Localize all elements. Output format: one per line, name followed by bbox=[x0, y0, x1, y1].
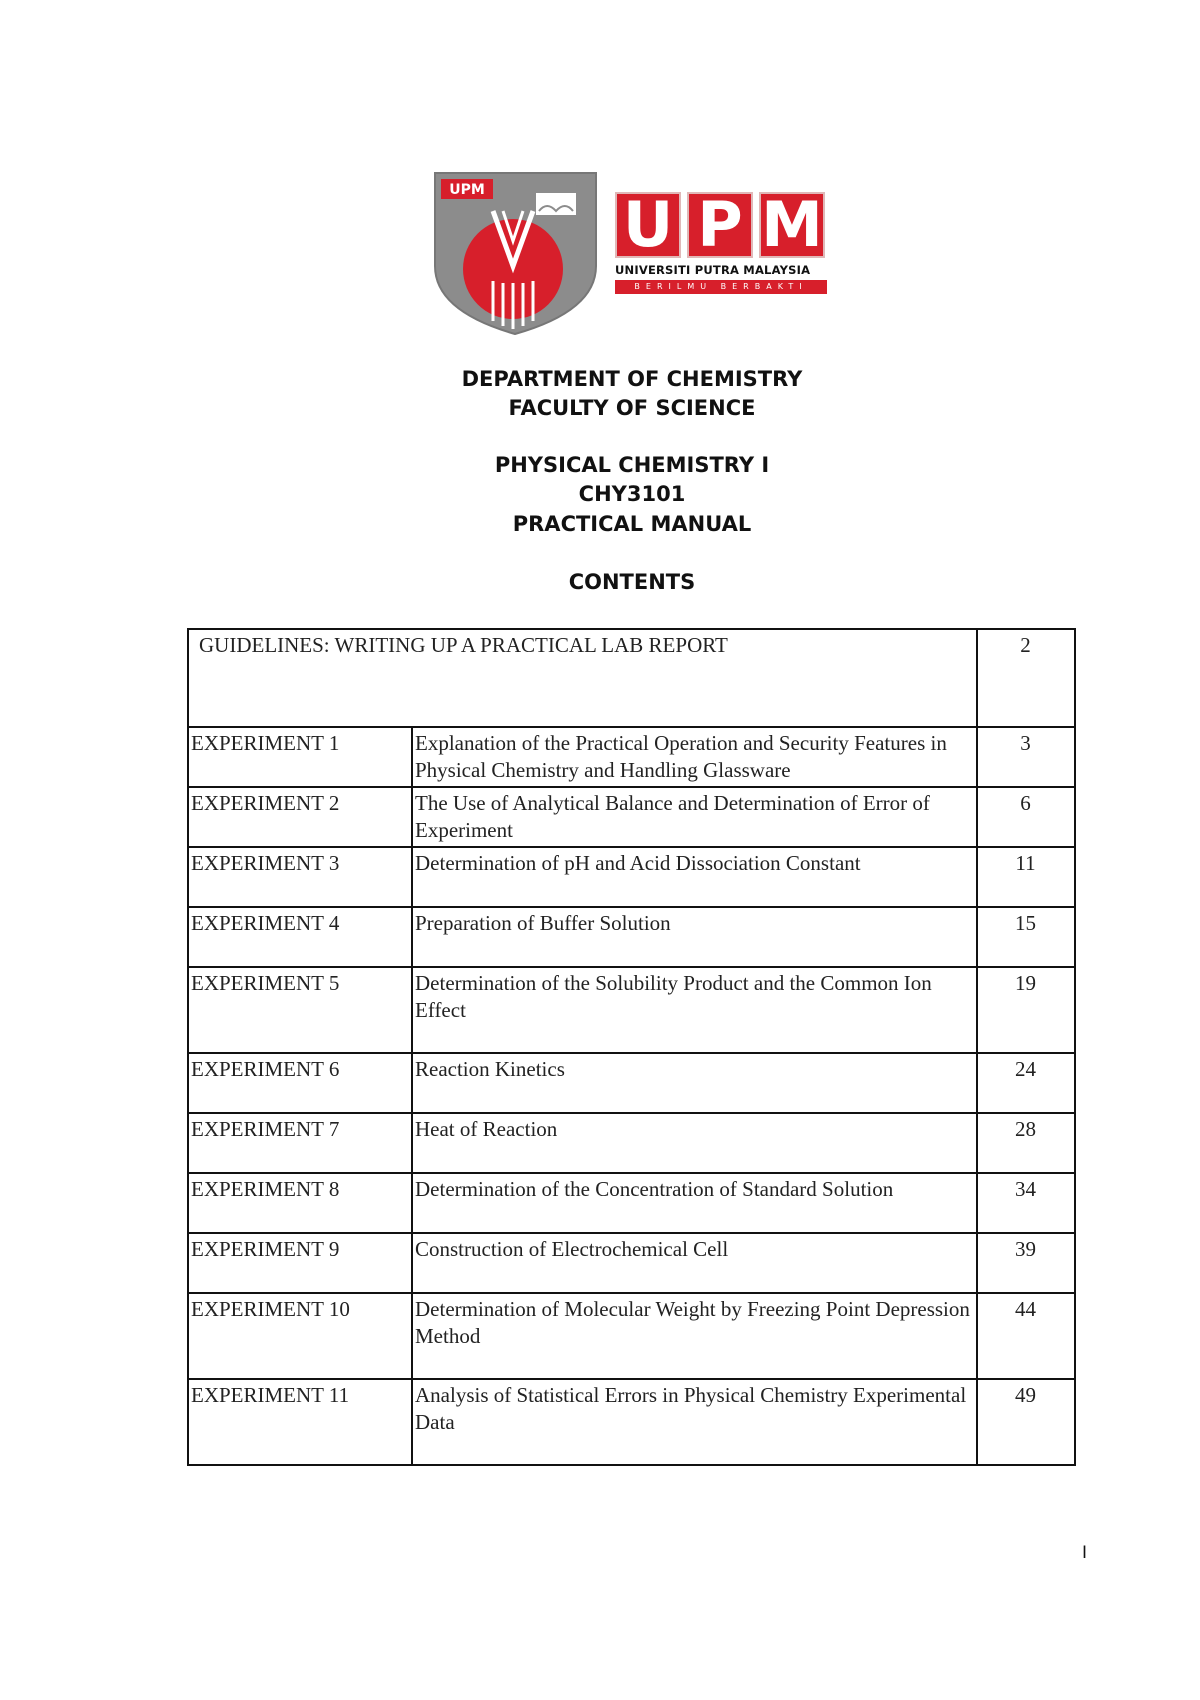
wordmark-university: UNIVERSITI PUTRA MALAYSIA bbox=[615, 263, 811, 277]
department-heading: DEPARTMENT OF CHEMISTRY bbox=[461, 367, 803, 391]
experiment-page: 24 bbox=[977, 1053, 1075, 1113]
experiment-label: EXPERIMENT 6 bbox=[188, 1053, 412, 1113]
experiment-page: 3 bbox=[977, 727, 1075, 787]
wordmark-letter: P bbox=[687, 192, 753, 258]
table-row bbox=[188, 847, 1075, 907]
contents-table bbox=[187, 628, 1076, 1466]
experiment-label: EXPERIMENT 5 bbox=[188, 967, 412, 1053]
experiment-title: Preparation of Buffer Solution bbox=[412, 907, 977, 967]
table-row bbox=[188, 1173, 1075, 1233]
table-row bbox=[188, 1113, 1075, 1173]
faculty-heading: FACULTY OF SCIENCE bbox=[508, 396, 756, 420]
table-row bbox=[188, 967, 1075, 1053]
course-title: PHYSICAL CHEMISTRY I bbox=[494, 453, 770, 477]
guidelines-title: GUIDELINES: WRITING UP A PRACTICAL LAB REPORT bbox=[188, 629, 977, 727]
guidelines-page: 2 bbox=[977, 629, 1075, 727]
experiment-title: Determination of the Solubility Product and the Common Ion Effect bbox=[412, 967, 977, 1053]
experiment-title: Heat of Reaction bbox=[412, 1113, 977, 1173]
experiment-title: Reaction Kinetics bbox=[412, 1053, 977, 1113]
experiment-page: 28 bbox=[977, 1113, 1075, 1173]
table-row bbox=[188, 787, 1075, 847]
experiment-label: EXPERIMENT 7 bbox=[188, 1113, 412, 1173]
experiment-page: 49 bbox=[977, 1379, 1075, 1465]
wordmark-motto: BERILMU BERBAKTI bbox=[615, 280, 827, 294]
experiment-page: 44 bbox=[977, 1293, 1075, 1379]
experiment-label: EXPERIMENT 2 bbox=[188, 787, 412, 847]
experiment-page: 34 bbox=[977, 1173, 1075, 1233]
experiment-title: Determination of pH and Acid Dissociation Constant bbox=[412, 847, 977, 907]
experiment-page: 39 bbox=[977, 1233, 1075, 1293]
experiment-label: EXPERIMENT 1 bbox=[188, 727, 412, 787]
contents-heading: CONTENTS bbox=[568, 570, 696, 594]
experiment-page: 11 bbox=[977, 847, 1075, 907]
table-row bbox=[188, 1233, 1075, 1293]
experiment-title: Construction of Electrochemical Cell bbox=[412, 1233, 977, 1293]
experiment-page: 15 bbox=[977, 907, 1075, 967]
upm-wordmark-logo bbox=[615, 188, 830, 300]
table-row bbox=[188, 1053, 1075, 1113]
experiment-label: EXPERIMENT 4 bbox=[188, 907, 412, 967]
page-number: I bbox=[1082, 1543, 1088, 1563]
table-row bbox=[188, 727, 1075, 787]
upm-crest-logo bbox=[433, 171, 598, 336]
experiment-page: 19 bbox=[977, 967, 1075, 1053]
experiment-label: EXPERIMENT 11 bbox=[188, 1379, 412, 1465]
manual-title: PRACTICAL MANUAL bbox=[512, 512, 752, 536]
table-row bbox=[188, 1379, 1075, 1465]
experiment-label: EXPERIMENT 8 bbox=[188, 1173, 412, 1233]
experiment-page: 6 bbox=[977, 787, 1075, 847]
wordmark-letter: M bbox=[759, 192, 825, 258]
table-row bbox=[188, 1293, 1075, 1379]
crest-text: UPM bbox=[449, 182, 485, 198]
experiment-title: Explanation of the Practical Operation and Security Features in Physical Chemistry and Handling Glassware bbox=[412, 727, 977, 787]
experiment-label: EXPERIMENT 9 bbox=[188, 1233, 412, 1293]
experiment-label: EXPERIMENT 10 bbox=[188, 1293, 412, 1379]
guidelines-row bbox=[188, 629, 1075, 727]
experiment-title: Analysis of Statistical Errors in Physical Chemistry Experimental Data bbox=[412, 1379, 977, 1465]
experiment-label: EXPERIMENT 3 bbox=[188, 847, 412, 907]
table-row bbox=[188, 907, 1075, 967]
course-code: CHY3101 bbox=[578, 482, 686, 506]
experiment-title: Determination of Molecular Weight by Freezing Point Depression Method bbox=[412, 1293, 977, 1379]
wordmark-letter: U bbox=[615, 192, 681, 258]
experiment-title: The Use of Analytical Balance and Determination of Error of Experiment bbox=[412, 787, 977, 847]
experiment-title: Determination of the Concentration of Standard Solution bbox=[412, 1173, 977, 1233]
